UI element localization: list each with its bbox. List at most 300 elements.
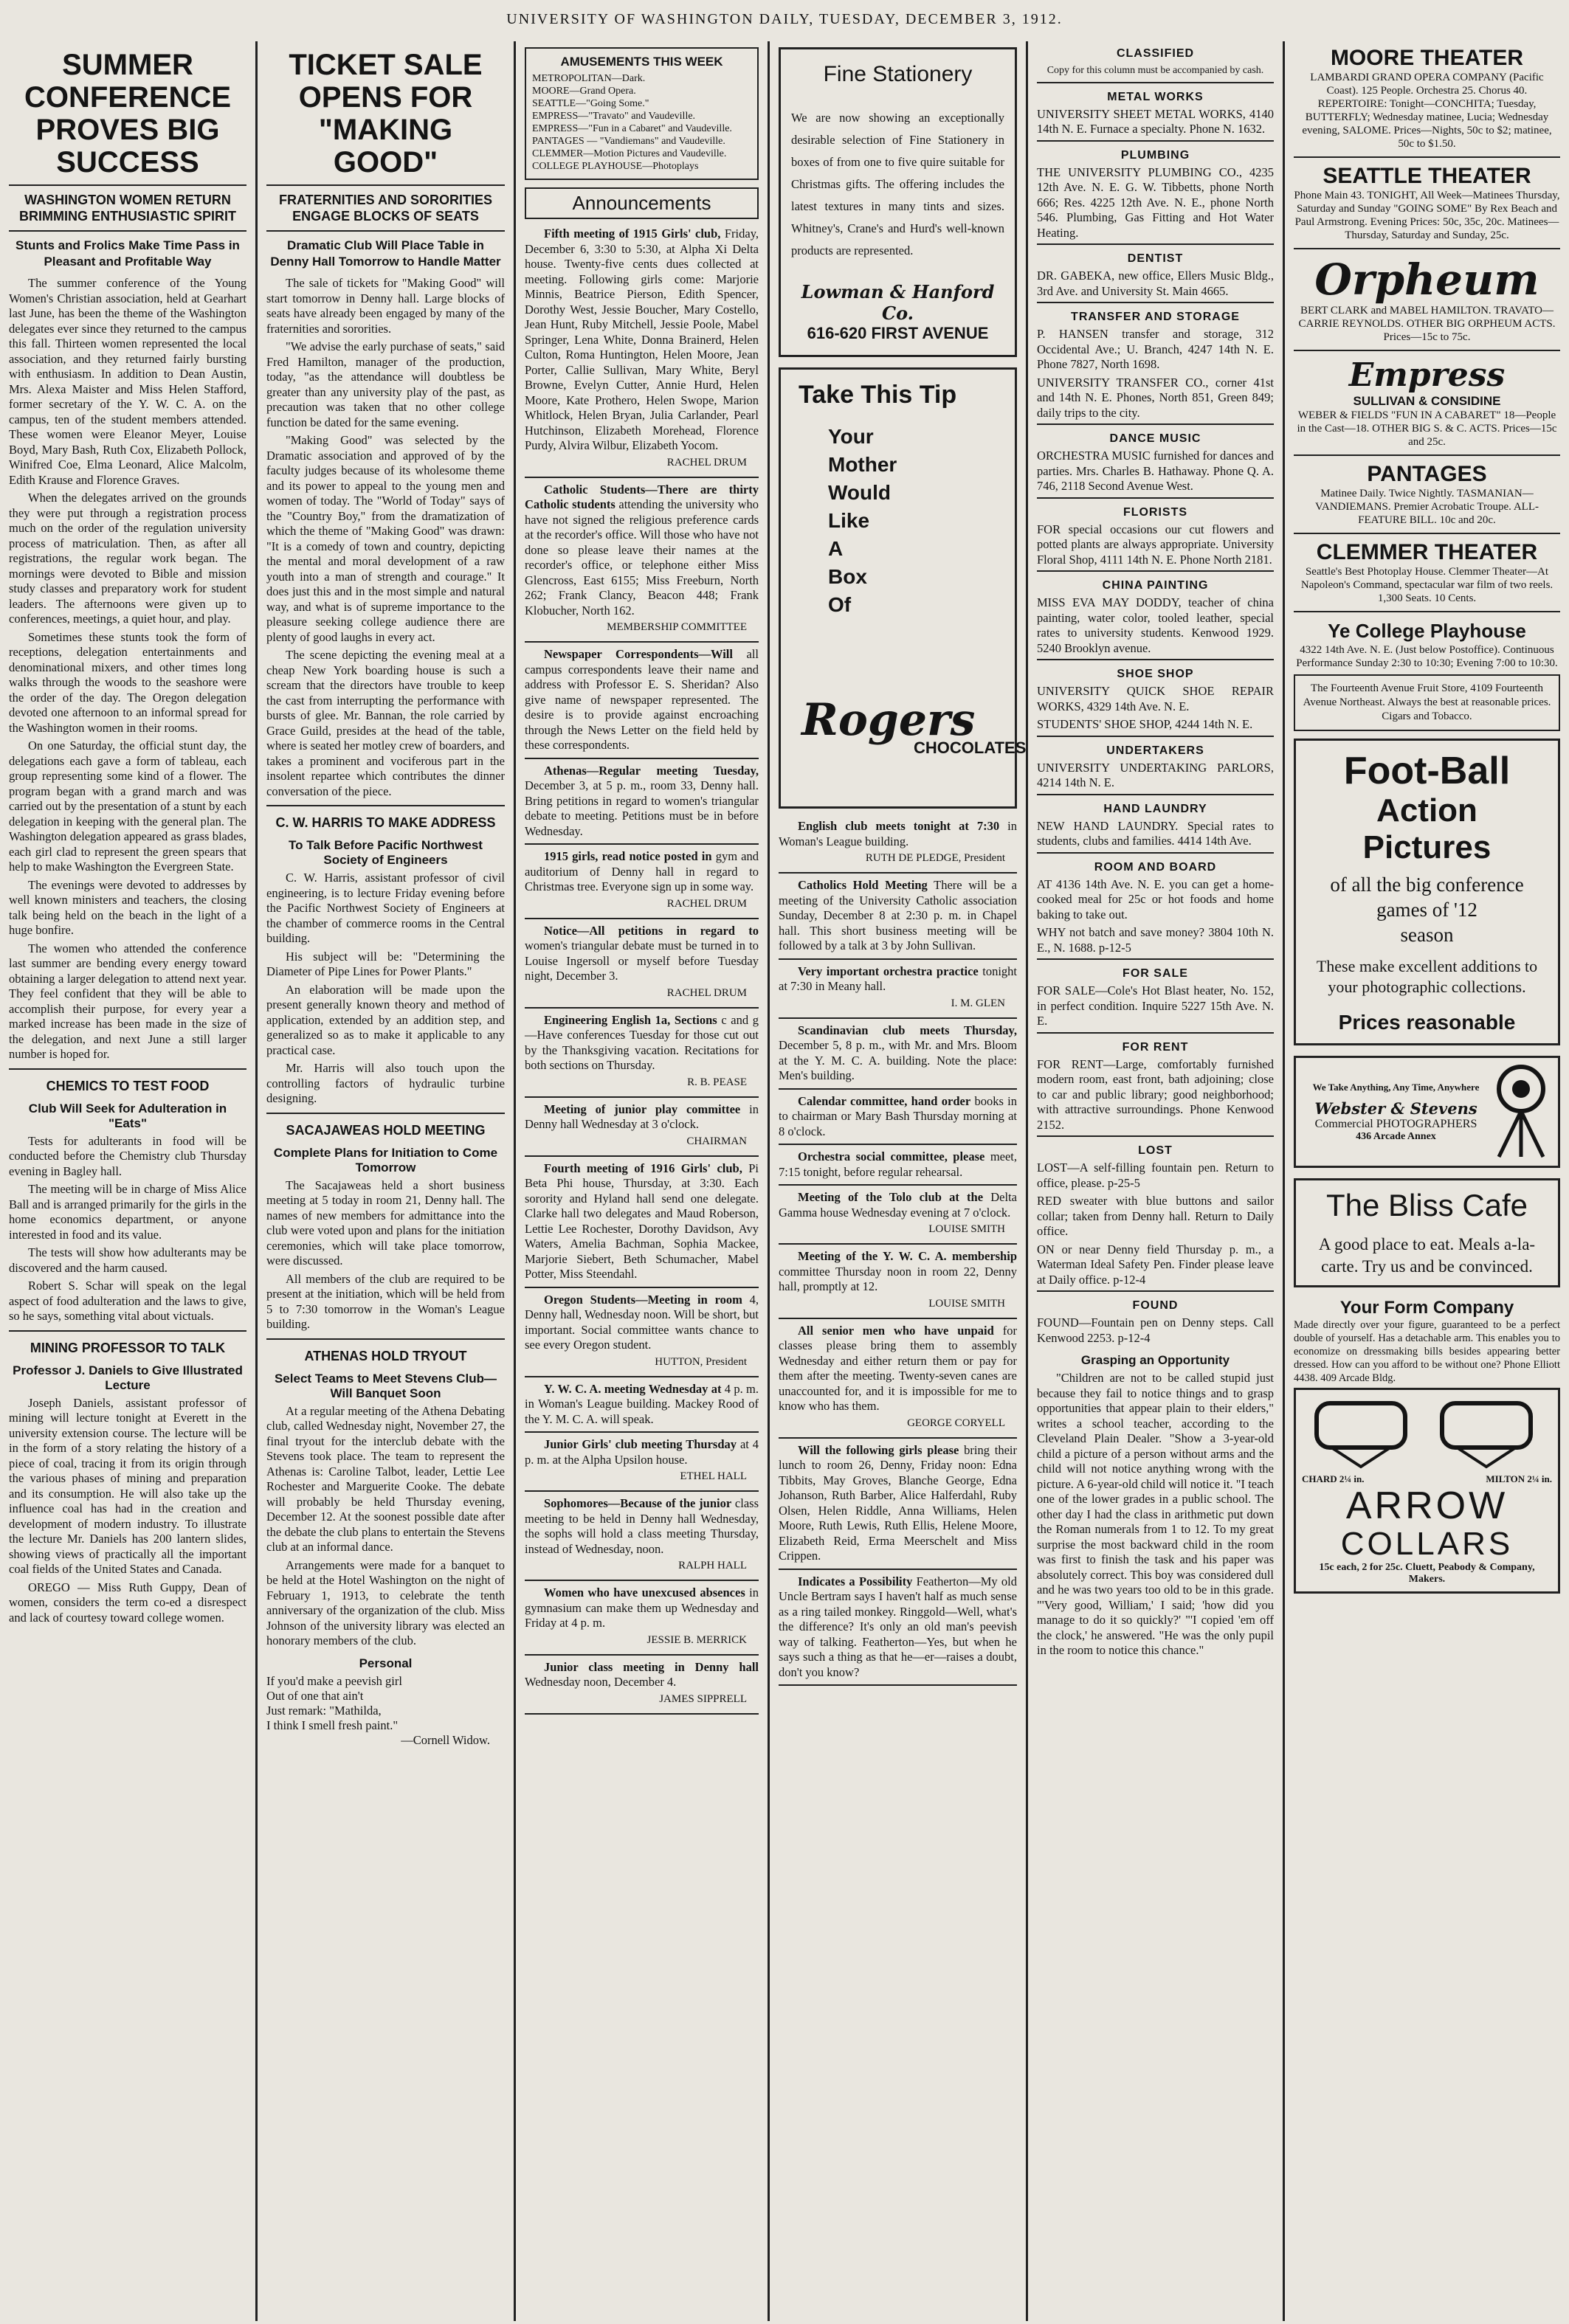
- divider: [1037, 736, 1274, 737]
- announcement-head: 1915 girls, read notice posted in: [544, 849, 712, 863]
- classified-entry: UNIVERSITY SHEET METAL WORKS, 4140 14th N. E. Furnace a specialty. Phone N. 1632.: [1037, 106, 1274, 136]
- divider: [1037, 423, 1274, 425]
- ad-line: A: [828, 537, 844, 560]
- classified-entry: FOUND—Fountain pen on Denny steps. Call Kenwood 2253. p-12-4: [1037, 1315, 1274, 1345]
- headline-mining: MINING PROFESSOR TO TALK: [30, 1340, 226, 1355]
- classified-heading: FLORISTS: [1123, 505, 1188, 519]
- announcement-body: for classes please bring them to assembly Wednesday and either return them or pay for them after the meeting. Twenty-seven canes are unaccounted for, and it is impossible for me to know who has them.: [779, 1323, 1018, 1413]
- ad-body: Made directly over your figure, guaranteed to be a perfect double of yourself. Has a detachable arm. This enables you to economize on dressmaking bills besides appearing better dressed. How can you afford to be without one? Phone Elliott 4438. 409 Arcade Bldg.: [1294, 1319, 1560, 1384]
- empress-logo: Empress: [1348, 356, 1506, 394]
- article-paragraph: The Sacajaweas held a short business meeting at 5 today in room 21, Denny hall. The names of new members for admittance into the club were voted upon and plans for the initiation ceremonies, which will take place tomorrow, were discussed.: [266, 1177, 505, 1268]
- article-paragraph: "We advise the early purchase of seats," said Fred Hamilton, manager of the production, today, "as the attendance will doubtless be greater than any university play of the past, as precaution was taken that no other college function be dated for the same evening.: [266, 339, 505, 429]
- divider: [1294, 156, 1560, 158]
- ad-line: These make excellent additions to your photographic collections.: [1316, 957, 1538, 996]
- divider: [1037, 794, 1274, 795]
- divider: [1294, 533, 1560, 534]
- divider: [1037, 497, 1274, 499]
- announcement-signature: RACHEL DRUM: [666, 456, 747, 468]
- announcement-text: [779, 1443, 1017, 1564]
- announcement: [779, 1190, 1017, 1245]
- announcement-text: [525, 1437, 759, 1467]
- divider: [9, 1068, 246, 1070]
- subhead: Select Teams to Meet Stevens Club—Will Banquet Soon: [274, 1371, 497, 1400]
- divider: [9, 1330, 246, 1332]
- ad-line: Of: [828, 593, 852, 616]
- amusements-title: AMUSEMENTS THIS WEEK: [560, 55, 723, 69]
- classified-entry: FOR special occasions our cut flowers and potted plants are always appropriate. University Floral Shop, 4111 14th N. E. Phone North 2181.: [1037, 522, 1274, 567]
- ad-line: Mother: [828, 453, 897, 476]
- headline-ticket-sale: TICKET SALE OPENS FOR "MAKING GOOD": [289, 49, 483, 179]
- ad-body: We are now showing an exceptionally desirable selection of Fine Stationery in boxes of from one to five quire suitable for Christmas gifts. The offering includes the latest textures in many tints and sizes. Whitney's, Crane's and Hurd's well-known products are represented.: [791, 111, 1004, 257]
- divider: [779, 1684, 1017, 1686]
- classified-entry: ON or near Denny field Thursday p. m., a Waterman Ideal Safety Pen. Finder please leave at Daily office. p-12-4: [1037, 1242, 1274, 1287]
- column-6: [1285, 41, 1569, 2318]
- announcement-text: [525, 1013, 759, 1073]
- announcement-body: tonight at 7:30 in Meany hall.: [779, 964, 1017, 993]
- classified-heading: UNDERTAKERS: [1106, 744, 1204, 757]
- announcement-body: Friday, December 6, 3:30 to 5:30, at Alpha Xi Delta house. Twenty-five cents dues collected at meeting. Following girls come: Marjorie Minnis, Beatrice Pierson, Edith Spencer, Dorothy West, Jessie Boucher, Mary Costello, Jean Hunt, Ruby Mitchell, Jessie Poole, Mabel Springer, Lena White, Donna Brainerd, Helen Culton, Roma Huntington, Helen Moore, Jean Porter, Callie Sullivan, Mary White, Beryl Browne, Evelyn Cutter, Annie Hurd, Helen Moore, Kate Prothero, Helen Swope, Marion Whitlock, Helen Bryan, Julia Carlander, Pearl Hutchinson, Elizabeth Morehead, Florence Purdy, Alvira Wilbur, Elizabeth Yocom.: [525, 226, 759, 452]
- classified-heading: DANCE MUSIC: [1109, 432, 1201, 445]
- announcement-body: December 3, at 5 p. m., room 33, Denny hall. Bring petitions in regard to women's triangular debate to meeting. Petitions must be in before Wednesday.: [525, 778, 759, 838]
- poem-line: Just remark: "Mathilda,: [266, 1703, 382, 1718]
- theater-name: MOORE THEATER: [1330, 46, 1524, 70]
- amusements-list: [532, 72, 751, 173]
- article-paragraph: Joseph Daniels, assistant professor of mining will lecture tonight at Everett in the university extension course. The lecture will be in the form of a story relating the history of a piece of coal, tracing it from its origin through the various phases of mining and preparation and its consumption. He will also take up the influence coal has had in the creation and development of modern industry. To illustrate the lecture Mr. Daniels has 200 lantern slides, showing views of practically all the important coal fields of the United States and Canada.: [9, 1395, 246, 1576]
- announcement: [779, 1023, 1017, 1090]
- classified-entry: WHY not batch and save money? 3804 10th N. E., N. 1688. p-12-5: [1037, 925, 1274, 955]
- subhead: Club Will Seek for Adulteration in "Eats": [28, 1101, 227, 1130]
- announcement-body: Featherton—My old Uncle Bertram says I haven't half as much sense as a ring tailed monkey. Ringgold—Well, what's the difference? It's only an old man's peevish way of talking. Featherton—Yes, but when he says such a thing as that he—er—raises a doubt, don't you know?: [779, 1574, 1017, 1679]
- announcement: [779, 1443, 1017, 1570]
- ad-title: Your Form Company: [1339, 1298, 1514, 1318]
- classified-entry: DR. GABEKA, new office, Ellers Music Bldg., 3rd Ave. and University St. Main 4665.: [1037, 269, 1274, 298]
- announcement-signature: JAMES SIPPRELL: [659, 1692, 747, 1705]
- divider: [779, 1144, 1017, 1145]
- divider: [1294, 611, 1560, 612]
- announcement: [525, 1102, 759, 1157]
- ad-line: We Take Anything, Any Time, Anywhere: [1312, 1081, 1480, 1093]
- amusement-item: PANTAGES — "Vandiemans" and Vaudeville.: [532, 136, 725, 147]
- announcement-text: [779, 1149, 1017, 1180]
- divider: [525, 1713, 759, 1715]
- collar-label-left: CHARD 2¼ in.: [1302, 1473, 1365, 1484]
- divider: [525, 1096, 759, 1098]
- ad-rogers-chocolates: [779, 367, 1026, 809]
- announcement: [779, 1324, 1017, 1439]
- divider: [525, 1431, 759, 1433]
- divider: [779, 1318, 1017, 1319]
- divider: [266, 805, 505, 806]
- headline-sacajaweas: SACAJAWEAS HOLD MEETING: [286, 1122, 486, 1138]
- fruit-store-ad: The Fourteenth Avenue Fruit Store, 4109 Fourteenth Avenue Northeast. Always the best at reasonable prices. Cigars and Tobacco.: [1294, 674, 1560, 731]
- announcement: [779, 819, 1017, 874]
- announcement-body: 4 p. m. in Woman's League building. Mackey Rood of the Y. M. C. A. will speak.: [525, 1381, 759, 1426]
- divider: [779, 1243, 1017, 1245]
- theater-name: SEATTLE THEATER: [1323, 164, 1531, 188]
- divider: [779, 1437, 1017, 1439]
- announcement-body: Pi Beta Phi house, Thursday, at 3:30. Each sorority and Hyland hall send one delegate. Clarke hall two delegates and Maud Roberson, Lettie Lee Rochester, Dorothy Davidson, Avy Waters, Amelia Bachman, Sophia Mackee, Marjorie Siebert, Beth Schumacher, Mabel Potter, Miss Steendahl.: [525, 1161, 759, 1281]
- article-paragraph: At a regular meeting of the Athena Debating club, called Wednesday night, November 27, the final tryout for the interclub debate with the Stevens took place. The team to represent the Athenas is: Caroline Talbot, leader, Lettie Lee Rochester and Marguerite Cooke. The debate will probably be held Thursday evening, December 12. At the soonest possible date after the debate the club plans to entertain the Stevens club at an informal dance.: [266, 1403, 505, 1554]
- classified-heading: DENTIST: [1127, 252, 1184, 265]
- story-heading: Grasping an Opportunity: [1080, 1353, 1230, 1367]
- announcement-head: Newspaper Correspondents—Will: [544, 647, 733, 661]
- ad-address: 616-620 FIRST AVENUE: [807, 324, 989, 342]
- announcement: [525, 1013, 759, 1098]
- announcement-body: at 4 p. m. at the Alpha Upsilon house.: [525, 1437, 759, 1467]
- classified-heading: HAND LAUNDRY: [1103, 802, 1207, 815]
- announcement-signature: I. M. GLEN: [951, 997, 1005, 1009]
- camera-tripod-icon: [1490, 1064, 1552, 1160]
- announcement: [525, 1293, 759, 1377]
- article-paragraph: The summer conference of the Young Women's Christian association, held at Gearhart last June, has been the theme of the Washington delegates ever since they returned to the campus this fall. Thirteen women represented the local association, and they returned fairly bursting with enthusiasm. In addition to Dean Austin, Mrs. Alexa Maister and Miss Helen Stafford, former secretary of the Y. W. C. A. on the campus, ten of the student members attended. These women were Eleanor Meyer, Louise Boyd, Mary Bash, Ruth Cox, Elizabeth Pollock, Winifred Coe, Elma Leonard, Alice Malcolm, Edith Krause and Florence Graves.: [9, 276, 246, 487]
- announcement-text: [525, 226, 759, 454]
- divider: [1037, 958, 1274, 960]
- article-paragraph: Tests for adulterants in food will be conducted before the Chemistry club Thursday evening in Bagley hall.: [9, 1133, 246, 1178]
- amusement-item: EMPRESS—"Travato" and Vaudeville.: [532, 111, 696, 122]
- divider: [1037, 1032, 1274, 1034]
- announcement-body: Delta Gamma house Wednesday evening at 7 o'clock.: [779, 1190, 1017, 1220]
- amusement-item: EMPRESS—"Fun in a Cabaret" and Vaudeville.: [532, 123, 732, 134]
- article-paragraph: Sometimes these stunts took the form of receptions, delegation entertainments and denominational mixers, and other times long walks through the woods to the seashore were the order of the day. The Oregon delegation devoted one afternoon to an informal spread for the Washington women in their rooms.: [9, 629, 246, 735]
- divider: [525, 477, 759, 478]
- classified-entry: RED sweater with blue buttons and sailor collar; taken from Denny hall. Return to Daily office.: [1037, 1194, 1274, 1238]
- classified-entry: UNIVERSITY UNDERTAKING PARLORS, 4214 14th N. E.: [1037, 760, 1274, 789]
- theater-details: Phone Main 43. TONIGHT, All Week—Matinees Thursday, Saturday and Sunday "GOING SOME" By Rex Beach and Paul Armstrong. Evening Prices: 50c, 35c, 20c. Matinees—Thursday, Saturday and Sunday, 25c.: [1294, 190, 1560, 241]
- announcement-text: [779, 1249, 1017, 1295]
- article-paragraph: Robert S. Schar will speak on the legal aspect of food adulteration and the laws to give, so he says, something vital about victuals.: [9, 1279, 246, 1323]
- announcement-body: gym and auditorium of Denny hall in regard to Christmas tree. Everyone sign up in some way.: [525, 849, 759, 893]
- announcement-signature: RACHEL DRUM: [666, 897, 747, 910]
- divider: [525, 1580, 759, 1581]
- headline-chemics: CHEMICS TO TEST FOOD: [46, 1078, 210, 1093]
- ad-line: 436 Arcade Annex: [1356, 1130, 1436, 1142]
- ad-title-3: Pictures: [1362, 829, 1492, 865]
- announcement: [779, 1094, 1017, 1146]
- orpheum-logo: Orpheum: [1314, 255, 1539, 305]
- announcement-text: [525, 483, 759, 619]
- divider: [779, 1569, 1017, 1570]
- headline-harris: C. W. HARRIS TO MAKE ADDRESS: [275, 815, 496, 830]
- college-playhouse-title: Ye College Playhouse: [1328, 620, 1526, 642]
- announcement-signature: LOUISE SMITH: [928, 1223, 1005, 1235]
- announcement-signature: RUTH DE PLEDGE, President: [865, 852, 1005, 864]
- divider: [1037, 570, 1274, 572]
- ad-title-2: COLLARS: [1340, 1526, 1514, 1562]
- announcement-signature: RACHEL DRUM: [666, 986, 747, 999]
- subhead: FRATERNITIES AND SORORITIES ENGAGE BLOCKS OF SEATS: [278, 193, 492, 224]
- announcement-text: [779, 1094, 1017, 1140]
- announcement: [779, 1249, 1017, 1319]
- amusement-item: MOORE—Grand Opera.: [532, 86, 636, 97]
- announcement-signature: GEORGE CORYELL: [907, 1417, 1005, 1429]
- classified-heading: FOUND: [1132, 1299, 1179, 1312]
- announcement-head: Meeting of junior play committee: [544, 1102, 741, 1116]
- announcement-head: Indicates a Possibility: [798, 1574, 913, 1588]
- announcement: [525, 849, 759, 919]
- subhead: Stunts and Frolics Make Time Pass in Pleasant and Profitable Way: [15, 238, 240, 269]
- classified-entry: P. HANSEN transfer and storage, 312 Occidental Ave.; U. Branch, 4247 14th N. E. Phone 7827, North 1698.: [1037, 327, 1274, 371]
- article-paragraph: C. W. Harris, assistant professor of civil engineering, is to lecture Friday evening before the Pacific Northwest Society of Engineers at the chamber of commerce rooms in the Central building.: [266, 871, 505, 945]
- announcement-head: Athenas—Regular meeting Tuesday,: [544, 763, 759, 778]
- ad-brand-sub: CHOCOLATES: [914, 739, 1026, 757]
- announcement-body: in gymnasium can make them up Wednesday and Friday at 4 p. m.: [525, 1585, 759, 1630]
- divider: [779, 958, 1017, 960]
- classified-entry: FOR RENT—Large, comfortably furnished modern room, east front, bath adjoining; close to car and public library; good neighborhood; with attractive surroundings. Phone Kenwood 2152.: [1037, 1056, 1274, 1132]
- classified-heading: FOR SALE: [1123, 967, 1188, 980]
- classified-entry: STUDENTS' SHOE SHOP, 4244 14th N. E.: [1037, 717, 1253, 731]
- announcement-head: All senior men who have unpaid: [798, 1323, 994, 1338]
- amusement-item: SEATTLE—"Going Some.": [532, 98, 649, 109]
- announcement-text: [525, 1161, 759, 1282]
- announcement-body: meet, 7:15 tonight, before regular rehearsal.: [779, 1149, 1018, 1179]
- amusements-box: [525, 47, 759, 180]
- announcement-text: [779, 964, 1017, 995]
- ad-line: Like: [828, 509, 870, 532]
- announcements-title: Announcements: [572, 192, 711, 214]
- announcement-head: Fifth meeting of 1915 Girls' club,: [544, 226, 721, 241]
- announcement-text: [525, 1102, 759, 1132]
- ad-line: Commercial PHOTOGRAPHERS: [1314, 1117, 1477, 1130]
- announcement-text: [525, 1382, 759, 1428]
- empress-sub: SULLIVAN & CONSIDINE: [1353, 394, 1501, 408]
- divider: [525, 1155, 759, 1157]
- announcement-text: [525, 1496, 759, 1557]
- announcement-head: Engineering English 1a, Sections: [544, 1012, 717, 1027]
- ad-body: A good place to eat. Meals a-la-carte. Try us and be convinced.: [1318, 1235, 1536, 1276]
- classified-heading: SHOE SHOP: [1117, 668, 1194, 680]
- pantages-title: PANTAGES: [1367, 462, 1487, 486]
- divider: [266, 1338, 505, 1340]
- announcement-body: in Denny hall Wednesday at 3 o'clock.: [525, 1102, 759, 1131]
- college-playhouse-body: 4322 14th Ave. N. E. (Just below Postoffice). Continuous Performance Sunday 2:30 to 10:30; Evening 7:00 to 10:30.: [1296, 644, 1558, 669]
- announcement-head: Junior Girls' club meeting Thursday: [544, 1437, 737, 1451]
- announcement-body: There will be a meeting of the University Catholic association Sunday, December 8 at 2:30 p. m. in Chapel hall. This short business meeting will be followed by a talk at 3 by John Sullivan.: [779, 878, 1017, 952]
- empress-body: WEBER & FIELDS "FUN IN A CABARET" 18—People in the Cast—18. OTHER BIG S. & C. ACTS. Prices—15c and 25c.: [1297, 409, 1557, 448]
- announcement-signature: ETHEL HALL: [680, 1470, 747, 1482]
- pantages-body: Matinee Daily. Twice Nightly. TASMANIAN—VANDIEMANS. Premier Acrobatic Troupe. ALL-FEATURE BILL. 10c and 20c.: [1314, 488, 1539, 526]
- announcement-body: all campus correspondents leave their name and address with Professor E. S. Sheridan? Also give name of newspaper represented. The desire is to provide against encroaching through the News Letter on the field held by these correspondents.: [525, 647, 759, 752]
- ad-line: Would: [828, 481, 892, 504]
- divider: [1294, 350, 1560, 351]
- ad-brand: Rogers: [801, 694, 976, 746]
- divider: [525, 1654, 759, 1656]
- announcement-text: [525, 1585, 759, 1631]
- subhead: Dramatic Club Will Place Table in Denny Hall Tomorrow to Handle Matter: [270, 238, 501, 269]
- announcement-body: women's triangular debate must be turned in to Louise Ingersoll or myself before Tuesday night, December 3.: [525, 938, 759, 983]
- announcement-body: attending the university who have not signed the religious preference cards at the recorder's office. Will those who have not done so please leave their names at the recorder's office, or telephone either Miss Glencross, East 6155; Miss Freeburn, North 262; Frank Clancy, Beacon 448; Frank Klobucher, North 162.: [525, 497, 759, 618]
- ad-webster-stevens: [1294, 1056, 1560, 1168]
- announcement-body: 4, Denny hall, Wednesday noon. Will be short, but important. Social committee wants chance to see every Oregon student.: [525, 1292, 759, 1352]
- classified-heading: PLUMBING: [1120, 148, 1190, 162]
- ad-line: Box: [828, 565, 867, 588]
- collar-labels: [1302, 1473, 1552, 1485]
- subhead: Complete Plans for Initiation to Come Tomorrow: [273, 1145, 498, 1175]
- classified-heading: METAL WORKS: [1107, 90, 1204, 103]
- divider: [1037, 140, 1274, 142]
- announcement-head: Fourth meeting of 1916 Girls' club,: [544, 1161, 742, 1175]
- announcement-text: [525, 647, 759, 753]
- announcement-head: Oregon Students—Meeting in room: [544, 1292, 742, 1307]
- headline-athenas: ATHENAS HOLD TRYOUT: [304, 1348, 467, 1363]
- ad-name: Webster & Stevens: [1314, 1099, 1477, 1118]
- divider: [1037, 302, 1274, 303]
- announcement-text: [779, 1190, 1017, 1220]
- announcement: [525, 647, 759, 759]
- ad-store-name: Lowman & Hanford Co.: [801, 281, 995, 324]
- divider: [266, 1113, 505, 1114]
- poem-line: If you'd make a peevish girl: [266, 1673, 402, 1688]
- announcement-body: in Woman's League building.: [779, 819, 1017, 848]
- divider: [525, 758, 759, 759]
- announcement-signature: R. B. PEASE: [687, 1076, 747, 1088]
- announcement-signature: RALPH HALL: [678, 1560, 747, 1571]
- subhead: Professor J. Daniels to Give Illustrated Lecture: [13, 1363, 243, 1392]
- announcements-banner: [525, 187, 759, 219]
- article-paragraph: The evenings were devoted to addresses by well known ministers and teachers, the closing talk being held on the beach in the light of a huge bonfire.: [9, 877, 246, 937]
- announcement-head: Y. W. C. A. meeting Wednesday at: [544, 1381, 722, 1396]
- amusement-item: METROPOLITAN—Dark.: [532, 73, 646, 84]
- clemmer-title: CLEMMER THEATER: [1316, 540, 1538, 564]
- announcement-body: books in to chairman or Mary Bash Thursday morning at 8 o'clock.: [779, 1093, 1017, 1138]
- article-paragraph: All members of the club are required to be present at the initiation, which will be held from 5 to 7:30 tomorrow in the Woman's League building.: [266, 1271, 505, 1331]
- announcement: [525, 764, 759, 845]
- ad-line: Your: [828, 425, 874, 448]
- theater-details: LAMBARDI GRAND OPERA COMPANY (Pacific Coast). 125 People. Orchestra 25. Chorus 40. REPERTOIRE: Tonight—CONCHITA; Tuesday, BUTTERFLY; Wednesday matinee, Lucia; Wednesday evening, SALOME. Prices—Nights, 50c to $2; matinee, 50c to $1.50.: [1302, 72, 1552, 150]
- divider: [525, 843, 759, 845]
- announcement-head: Catholic Students—There are thirty Catholic students: [525, 482, 759, 511]
- announcement: [779, 964, 1017, 1019]
- announcement-list: [779, 819, 1017, 1686]
- announcement-head: Meeting of the Tolo club at the: [798, 1190, 984, 1204]
- article-paragraph: An elaboration will be made upon the present generally known theory and method of application, extended by an addition step, and generalized so as to make it applicable to any practical case.: [266, 982, 505, 1057]
- announcement: [525, 1660, 759, 1715]
- classified-entry: MISS EVA MAY DODDY, teacher of china painting, water color, tooled leather, special rates to university students. Kenwood 1929. 5240 Brooklyn avenue.: [1037, 595, 1274, 655]
- announcement-body: Wednesday noon, December 4.: [525, 1675, 677, 1689]
- ad-line: of all the big conference games of '12: [1330, 874, 1524, 921]
- divider: [1037, 82, 1274, 83]
- announcement: [779, 1574, 1017, 1687]
- divider: [525, 1376, 759, 1377]
- announcement-body: committee Thursday noon in room 22, Denny hall, promptly at 12.: [779, 1264, 1017, 1293]
- clemmer-body: Seattle's Best Photoplay House. Clemmer Theater—At Napoleon's Command, spectacular war film of two reels. 1,300 Seats. 10 Cents.: [1300, 566, 1554, 604]
- ad-title: The Bliss Cafe: [1325, 1188, 1528, 1222]
- classified-title: CLASSIFIED: [1116, 47, 1195, 60]
- classified-entry: NEW HAND LAUNDRY. Special rates to students, clubs and families. 4414 14th Ave.: [1037, 818, 1274, 848]
- article-paragraph: On one Saturday, the official stunt day, the delegations each gave a form of tableau, each group representing some kind of a flower. The program began with a grand march and was carried out by the presentation of a stunt by each delegation in keeping with the general plan. The Washington delegation appeared as grass blades, each girl clad to represent the green spears that help to make Washington the Evergreen State.: [9, 739, 246, 874]
- classified-heading: ROOM AND BOARD: [1094, 860, 1217, 874]
- announcement-signature: HUTTON, President: [655, 1355, 747, 1368]
- divider: [9, 230, 246, 232]
- announcement-body: c and g—Have conferences Tuesday for those cut out by the Thanksgiving vacation. Recitations for both sections on Thursday.: [525, 1012, 759, 1072]
- announcement: [525, 1585, 759, 1656]
- divider: [1294, 454, 1560, 456]
- divider: [9, 184, 246, 186]
- divider: [779, 1088, 1017, 1090]
- divider: [525, 918, 759, 919]
- announcement-head: English club meets tonight at 7:30: [798, 819, 1000, 833]
- announcement-list: [525, 226, 759, 1715]
- ad-football-pictures: [1294, 739, 1560, 1045]
- announcement-text: [525, 924, 759, 984]
- divider: [1294, 248, 1560, 249]
- classified-heading: LOST: [1138, 1144, 1173, 1157]
- announcement-head: Junior class meeting in Denny hall: [544, 1659, 759, 1674]
- announcement-text: [779, 1324, 1017, 1414]
- article-paragraph: Arrangements were made for a banquet to be held at the Hotel Washington on the night of February 1, 1913, to celebrate the tenth anniversary of the organization of the club. Miss Johnson of the university library was elected an honorary members of the club.: [266, 1557, 505, 1647]
- ad-title: Take This Tip: [799, 381, 957, 409]
- article-paragraph: OREGO — Miss Ruth Guppy, Dean of women, considers the term co-ed a disrespect and lack of courtesy toward college women.: [9, 1580, 246, 1625]
- divider: [1037, 852, 1274, 854]
- announcement-head: Very important orchestra practice: [798, 964, 979, 978]
- announcement-signature: MEMBERSHIP COMMITTEE: [607, 621, 747, 633]
- announcement-head: Sophomores—Because of the junior: [544, 1496, 732, 1510]
- announcement-head: Women who have unexcused absences: [544, 1585, 745, 1600]
- column-2: [258, 41, 514, 2318]
- column-1: [0, 41, 255, 2318]
- ad-your-form-company: [1294, 1298, 1560, 1385]
- classified-heading: CHINA PAINTING: [1102, 579, 1209, 592]
- article-paragraph: When the delegates arrived on the grounds they were put through a registration process much on the order of the regulation university process of matriculation. Then, as after all registrations, the regular work began. The mornings were devoted to Bible and mission study classes and preparatory work for student leaders. The afternoons were given up to conferences, meetings, a quiet hour, and play.: [9, 491, 246, 626]
- classified-heading: FOR RENT: [1122, 1040, 1189, 1054]
- article-paragraph: The women who attended the conference last summer are bending every energy toward obtaining a larger delegation to attend next year. They feel confident that they will be able to accomplish their purpose, for every year a marked increase has been made in the size of the delegation, and next June a still larger number is hoped for.: [9, 941, 246, 1061]
- announcement: [525, 1161, 759, 1288]
- article-paragraph: His subject will be: "Determining the Diameter of Pipe Lines for Power Plants.": [266, 949, 505, 978]
- classified-heading: TRANSFER AND STORAGE: [1071, 311, 1240, 323]
- announcement: [525, 1437, 759, 1492]
- article-paragraph: The meeting will be in charge of Miss Alice Ball and is arranged primarily for the girls in the home economics department, or anyone interested in food and its value.: [9, 1182, 246, 1242]
- announcement-text: [525, 764, 759, 840]
- divider: [779, 1184, 1017, 1186]
- divider: [779, 1017, 1017, 1019]
- column-5: [1028, 41, 1283, 2318]
- ad-title: Fine Stationery: [823, 62, 973, 86]
- divider: [266, 230, 505, 232]
- poem: [266, 1674, 505, 1748]
- divider: [525, 1007, 759, 1009]
- announcement: [525, 1496, 759, 1581]
- ad-arrow-collars: [1294, 1388, 1560, 1594]
- column-3: [516, 41, 768, 2318]
- announcement-text: [525, 1660, 759, 1690]
- announcement-text: [779, 878, 1017, 954]
- orpheum-body: BERT CLARK and MABEL HAMILTON. TRAVATO—CARRIE REYNOLDS. OTHER BIG ORPHEUM ACTS. Prices—15c to 75c.: [1298, 305, 1556, 343]
- divider: [1037, 659, 1274, 660]
- ad-title: Foot-Ball: [1343, 750, 1511, 792]
- ad-footer: 15c each, 2 for 25c. Cluett, Peabody & Company, Makers.: [1319, 1562, 1535, 1585]
- classified-entry: UNIVERSITY QUICK SHOE REPAIR WORKS, 4329 14th Ave. N. E.: [1037, 684, 1274, 713]
- article-paragraph: The sale of tickets for "Making Good" will start tomorrow in Denny hall. Large blocks of seats have already been engaged by many of the fraternities and sororities.: [266, 276, 505, 336]
- article-paragraph: "Making Good" was selected by the Dramatic association and approved of by the faculty judges because of its wholesome theme and its power to appeal to the young men and women of today. The "World of Today" says of the "Country Boy," from the dramatization of which the theme of "Making Good" was drawn: "It is a comedy of town and country, depicting the mental and moral development of a raw youth into a man of strength and courage." It does just this and in the most simple and natural way, and what is of supreme importance to the pleasure seeking college audience there are plenty of good laughs in every act.: [266, 433, 505, 644]
- announcement-head: Catholics Hold Meeting: [798, 878, 928, 892]
- announcement-text: [779, 1574, 1017, 1681]
- announcement: [525, 924, 759, 1009]
- story-body: "Children are not to be called stupid just because they fail to notice things and to grasp opportunities that appear plain to their elders," writes a school teacher, according to the Cleveland Plain Dealer. "Show a 3-year-old child a picture of a person without arms and the child will not notice anything wrong with the picture. A 6-year-old child will notice it. "I teach one of the lower grades in a public school. The other day I had the class in arithmetic put down the Roman numerals from 1 to 12. To my great surprise the most backward child in the room was first to finish the task and his paper was absolutely correct. This boy was considered dull and he was two years too old to be in this grade. "'Very good, William,' I said; 'how did you manage to do it so quickly?' "'I copied 'em off the clock,' he answered. "He was the only pupil in the room to notice this chance.": [1037, 1371, 1274, 1657]
- ad-lines: [828, 423, 997, 619]
- classified-sections: [1037, 82, 1274, 1346]
- ad-title-2: Action: [1376, 792, 1477, 829]
- ad-line: Prices reasonable: [1338, 1011, 1516, 1034]
- divider: [1037, 1290, 1274, 1292]
- announcement-signature: LOUISE SMITH: [928, 1297, 1005, 1310]
- collar-label-right: MILTON 2¼ in.: [1486, 1473, 1552, 1484]
- classified-entry: LOST—A self-filling fountain pen. Return to office, please. p-25-5: [1037, 1161, 1274, 1190]
- article-paragraph: Mr. Harris will also touch upon the controlling factors of hydraulic turbine designing.: [266, 1061, 505, 1105]
- announcement-text: [525, 849, 759, 895]
- classified-entry: UNIVERSITY TRANSFER CO., corner 41st and 14th N. E. Phones, North 851, Green 849; daily trips to the city.: [1037, 375, 1274, 420]
- ad-line: season: [1400, 924, 1454, 946]
- divider: [266, 184, 505, 186]
- collar-icon: [1302, 1396, 1553, 1470]
